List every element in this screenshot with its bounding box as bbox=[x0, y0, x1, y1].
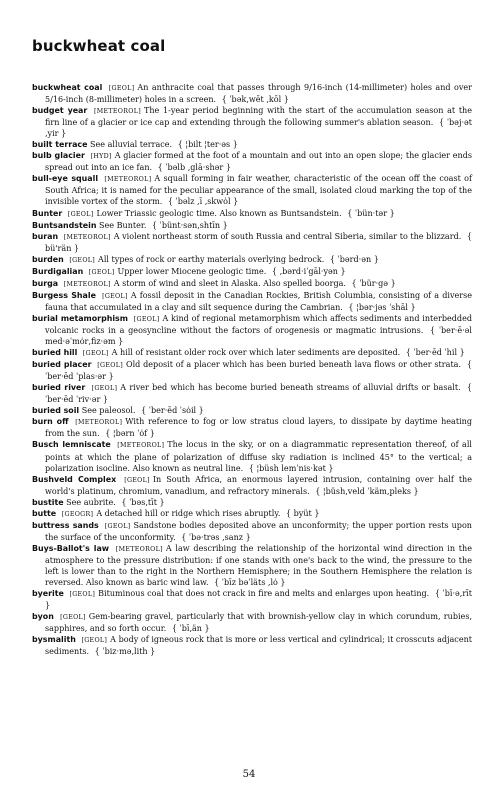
dictionary-entry bbox=[32, 105, 472, 139]
dictionary-entry bbox=[32, 405, 472, 416]
entry-definition: A glacier formed at the foot of a mountain and out into an open slope; the glacier ends spread out into an ice fan. bbox=[45, 151, 472, 173]
entry-headword: buckwheat coal bbox=[32, 83, 103, 92]
entry-definition: The 1-year period beginning with the start of the accumulation season at the firn line of a glacier or ice cap and extending through the following summer's ablation season. bbox=[45, 106, 472, 128]
dictionary-entry bbox=[32, 520, 472, 543]
entry-field-label: [METEOROL] bbox=[115, 545, 163, 553]
entry-headword: Burgess Shale bbox=[32, 290, 96, 300]
entry-field-label: [GEOGR] bbox=[61, 510, 94, 518]
entry-field-label: [METEOROL] bbox=[63, 233, 111, 241]
entry-definition: See aubrite. bbox=[66, 497, 116, 507]
entry-field-label: [GEOL] bbox=[108, 85, 135, 92]
page-number: 54 bbox=[242, 769, 256, 780]
entry-field-label: [METEOROL] bbox=[93, 108, 141, 116]
dictionary-entry bbox=[32, 588, 472, 611]
entry-field-label: [GEOL] bbox=[124, 476, 150, 484]
entry-field-label: [GEOL] bbox=[104, 522, 131, 530]
entry-pronunciation: { ˈbünt·sən‚shtīn } bbox=[149, 220, 228, 230]
running-head: buckwheat coal bbox=[32, 37, 166, 55]
dictionary-entry bbox=[32, 508, 472, 520]
entry-field-label: [HYD] bbox=[90, 153, 112, 161]
entry-pronunciation: { ˈbī·ə‚rīt } bbox=[45, 589, 472, 611]
entry-pronunciation: { ˈbür·gə } bbox=[348, 278, 396, 288]
entry-pronunciation: { ˈbəlb ‚glā·shər } bbox=[155, 163, 231, 173]
entry-definition: With reference to fog or low stratus cloud layers, to dissipate by daytime heating from the sun. bbox=[45, 417, 472, 439]
dictionary-entry bbox=[32, 497, 472, 508]
entry-pronunciation: { ˈber·ēd ˈriv·ər } bbox=[45, 383, 473, 405]
entry-field-label: [METEOROL] bbox=[63, 280, 111, 288]
entry-headword: bull-eye squall bbox=[32, 174, 99, 184]
entry-headword: burn off bbox=[32, 417, 69, 427]
entry-headword: buttress sands bbox=[32, 520, 99, 530]
entry-headword: bysmalith bbox=[32, 635, 76, 645]
dictionary-entry bbox=[32, 220, 472, 231]
entry-definition: A squall forming in fair weather, characteristic of the ocean off the coast of South Africa; it is named for the peculiar appearance of the small, isolated cloud marking the top of the invisible vortex of the storm. bbox=[45, 174, 472, 207]
entry-definition: A river bed which has become buried beneath streams of alluvial drifts or basalt. bbox=[120, 383, 461, 393]
entry-pronunciation: { ˈbəs‚tīt } bbox=[118, 497, 165, 507]
entry-definition: An anthracite coal that passes through 9/16-inch (14-millimeter) holes and over 5/16-inch (8-millimeter) holes in a screen. bbox=[45, 83, 472, 105]
entry-pronunciation: { ¦büsh‚veld ˈkäm‚pleks } bbox=[312, 486, 419, 496]
entry-definition: All types of rock or earthy materials overlying bedrock. bbox=[98, 254, 325, 264]
entry-field-label: [GEOL] bbox=[60, 614, 86, 622]
entry-pronunciation: { ¦bərn ˈȯf } bbox=[102, 429, 155, 439]
entry-pronunciation: { ˈber·ēd ˈplas·ər } bbox=[45, 360, 472, 382]
entry-definition: See Bunter. bbox=[99, 220, 147, 230]
entry-field-label: [GEOL] bbox=[102, 292, 128, 300]
entry-pronunciation: { ¦bər·jəs ˈshāl } bbox=[345, 302, 416, 312]
entry-field-label: [GEOL] bbox=[91, 385, 118, 393]
entry-headword: buried hill bbox=[32, 348, 78, 358]
entry-headword: Bunter bbox=[32, 208, 63, 218]
entry-pronunciation: { ‚bərd·iˈgāl·yən } bbox=[269, 266, 346, 276]
entry-pronunciation: { ˈber·ēd ˈhil } bbox=[403, 348, 465, 358]
entry-headword: butte bbox=[32, 508, 57, 518]
entry-pronunciation: { bü'rän } bbox=[45, 231, 472, 253]
dictionary-entry bbox=[32, 634, 472, 657]
entry-field-label: [GEOL] bbox=[69, 591, 96, 599]
dictionary-entry bbox=[32, 611, 472, 634]
entry-headword: burial metamorphism bbox=[32, 313, 128, 323]
entry-pronunciation: { ¦bilt ¦ter·əs } bbox=[175, 140, 238, 150]
entry-headword: buried soil bbox=[32, 406, 80, 416]
entry-definition: In South Africa, an enormous layered intrusion, containing over half the world's platinum, chromium, vanadium, and refractory minerals. bbox=[45, 474, 472, 496]
dictionary-entry bbox=[32, 150, 472, 173]
entry-headword: burga bbox=[32, 278, 59, 288]
entry-field-label: [GEOL] bbox=[97, 362, 123, 370]
dictionary-entry bbox=[32, 254, 472, 266]
entry-pronunciation: { ˈber·ē·əl med·əˈmȯr‚fiz·əm } bbox=[45, 325, 473, 347]
entry-pronunciation: { ˈbī‚än } bbox=[169, 624, 210, 634]
entry-definition: See paleosol. bbox=[81, 406, 136, 416]
entry-definition: See alluvial terrace. bbox=[90, 140, 173, 150]
dictionary-entry bbox=[32, 139, 472, 150]
entry-headword: buried placer bbox=[32, 360, 92, 370]
entry-field-label: [GEOL] bbox=[88, 268, 115, 276]
dictionary-entry bbox=[32, 231, 472, 254]
entry-pronunciation: { ˈbəlz ‚ī ‚skwȯl } bbox=[165, 197, 239, 207]
entry-field-label: [GEOL] bbox=[82, 350, 109, 358]
dictionary-entry bbox=[32, 416, 472, 439]
dictionary-entry bbox=[32, 439, 472, 473]
dictionary-entry bbox=[32, 382, 472, 405]
entry-field-label: [METEOROL] bbox=[75, 419, 123, 427]
entry-definition: Lower Triassic geologic time. Also known as Buntsandstein. bbox=[96, 208, 342, 218]
entry-headword: Buntsandstein bbox=[32, 220, 97, 230]
entry-definition: A kind of regional metamorphism which affects sediments and interbedded volcanic rocks in a geosyncline without the factors of orogenesis or magmatic intrusions. bbox=[45, 313, 472, 335]
dictionary-entry bbox=[32, 543, 472, 588]
entry-pronunciation: { ˈbə·trəs ‚sanz } bbox=[178, 532, 251, 542]
dictionary-entry bbox=[32, 474, 472, 497]
entry-pronunciation: { ˈber·ēd ˈsȯil } bbox=[138, 406, 204, 416]
entry-definition: A violent northeast storm of south Russia and central Siberia, similar to the blizzard. bbox=[113, 231, 462, 241]
dictionary-entry bbox=[32, 290, 472, 313]
entry-headword: Burdigalian bbox=[32, 266, 84, 276]
entry-definition: Upper lower Miocene geologic time. bbox=[117, 266, 267, 276]
entry-pronunciation: { ˈbərd·ən } bbox=[327, 254, 379, 264]
entry-headword: bulb glacier bbox=[32, 151, 85, 161]
entry-pronunciation: { ˈbiz·mə‚lith } bbox=[92, 647, 156, 657]
entry-pronunciation: { ˈbəj·ət ‚yir } bbox=[45, 118, 472, 139]
entry-headword: Bushveld Complex bbox=[32, 474, 117, 484]
entry-headword: buried river bbox=[32, 383, 86, 393]
dictionary-entry bbox=[32, 347, 472, 359]
dictionary-entry bbox=[32, 208, 472, 220]
entry-definition: Old deposit of a placer which has been buried beneath lava flows or other strata. bbox=[125, 360, 462, 370]
entry-definition: A detached hill or ridge which rises abruptly. bbox=[96, 508, 281, 518]
entry-headword: budget year bbox=[32, 106, 88, 116]
entry-pronunciation: { ˈbək‚wēt ‚kōl } bbox=[219, 95, 289, 105]
dictionary-entry bbox=[32, 359, 472, 382]
entry-field-label: [GEOL] bbox=[69, 256, 96, 264]
entry-headword: buran bbox=[32, 231, 59, 241]
entry-definition: Bituminous coal that does not crack in fire and melts and enlarges upon heating. bbox=[98, 589, 430, 599]
entry-list bbox=[32, 82, 472, 657]
entry-definition: The locus in the sky, or on a diagrammatic representation thereof, of all points at which the plane of polarization of diffuse sky radiation is inclined 45° to the vertical; a polarization isocline. Also known as neutral line. bbox=[45, 440, 473, 473]
dictionary-entry bbox=[32, 278, 472, 290]
entry-headword: burden bbox=[32, 254, 64, 264]
dictionary-entry bbox=[32, 313, 472, 347]
entry-pronunciation: { ¦büsh lemˈnis·kət } bbox=[246, 463, 334, 473]
entry-field-label: [GEOL] bbox=[81, 637, 108, 645]
dictionary-entry bbox=[32, 82, 472, 105]
entry-pronunciation: { byüt } bbox=[283, 508, 320, 518]
entry-pronunciation: { ˈbün·tər } bbox=[344, 208, 395, 218]
entry-field-label: [GEOL] bbox=[67, 210, 94, 218]
entry-headword: bustite bbox=[32, 497, 64, 507]
entry-definition: Sandstone bodies deposited above an unconformity; the upper portion rests upon the surface of the unconformity. bbox=[45, 520, 472, 542]
entry-headword: built terrace bbox=[32, 140, 88, 150]
entry-headword: byon bbox=[32, 612, 54, 622]
entry-headword: byerite bbox=[32, 589, 64, 599]
entry-headword: Buys-Ballot's law bbox=[32, 543, 110, 553]
entry-pronunciation: { ˈbīz bəˈläts ‚lȯ } bbox=[211, 578, 286, 588]
entry-definition: A law describing the relationship of the horizontal wind direction in the atmosphere to the pressure distribution: if one stands with one's back to the wind, the pressure to the left is lower than to the right in the Northern Hemisphere; in the Southern Hemisphere the relation is reversed. Also known as baric wind law. bbox=[45, 543, 472, 588]
entry-field-label: [GEOL] bbox=[133, 315, 160, 323]
dictionary-entry bbox=[32, 173, 472, 207]
dictionary-entry bbox=[32, 266, 472, 278]
entry-field-label: [METEOROL] bbox=[117, 442, 165, 450]
entry-definition: A fossil deposit in the Canadian Rockies, British Columbia, consisting of a diverse fauna that accumulated in a clay and silt sequence during the Cambrian. bbox=[45, 290, 472, 312]
entry-field-label: [METEOROL] bbox=[104, 176, 152, 184]
entry-headword: Busch lemniscate bbox=[32, 440, 111, 450]
entry-definition: A body of igneous rock that is more or less vertical and cylindrical; it crosscuts adjacent sediments. bbox=[45, 635, 472, 657]
entry-definition: Gem-bearing gravel, particularly that with brownish-yellow clay in which corundum, rubies, sapphires, and so forth occur. bbox=[45, 612, 473, 634]
entry-definition: A storm of wind and sleet in Alaska. Also spelled boorga. bbox=[113, 278, 346, 288]
entry-definition: A hill of resistant older rock over which later sediments are deposited. bbox=[111, 348, 401, 358]
